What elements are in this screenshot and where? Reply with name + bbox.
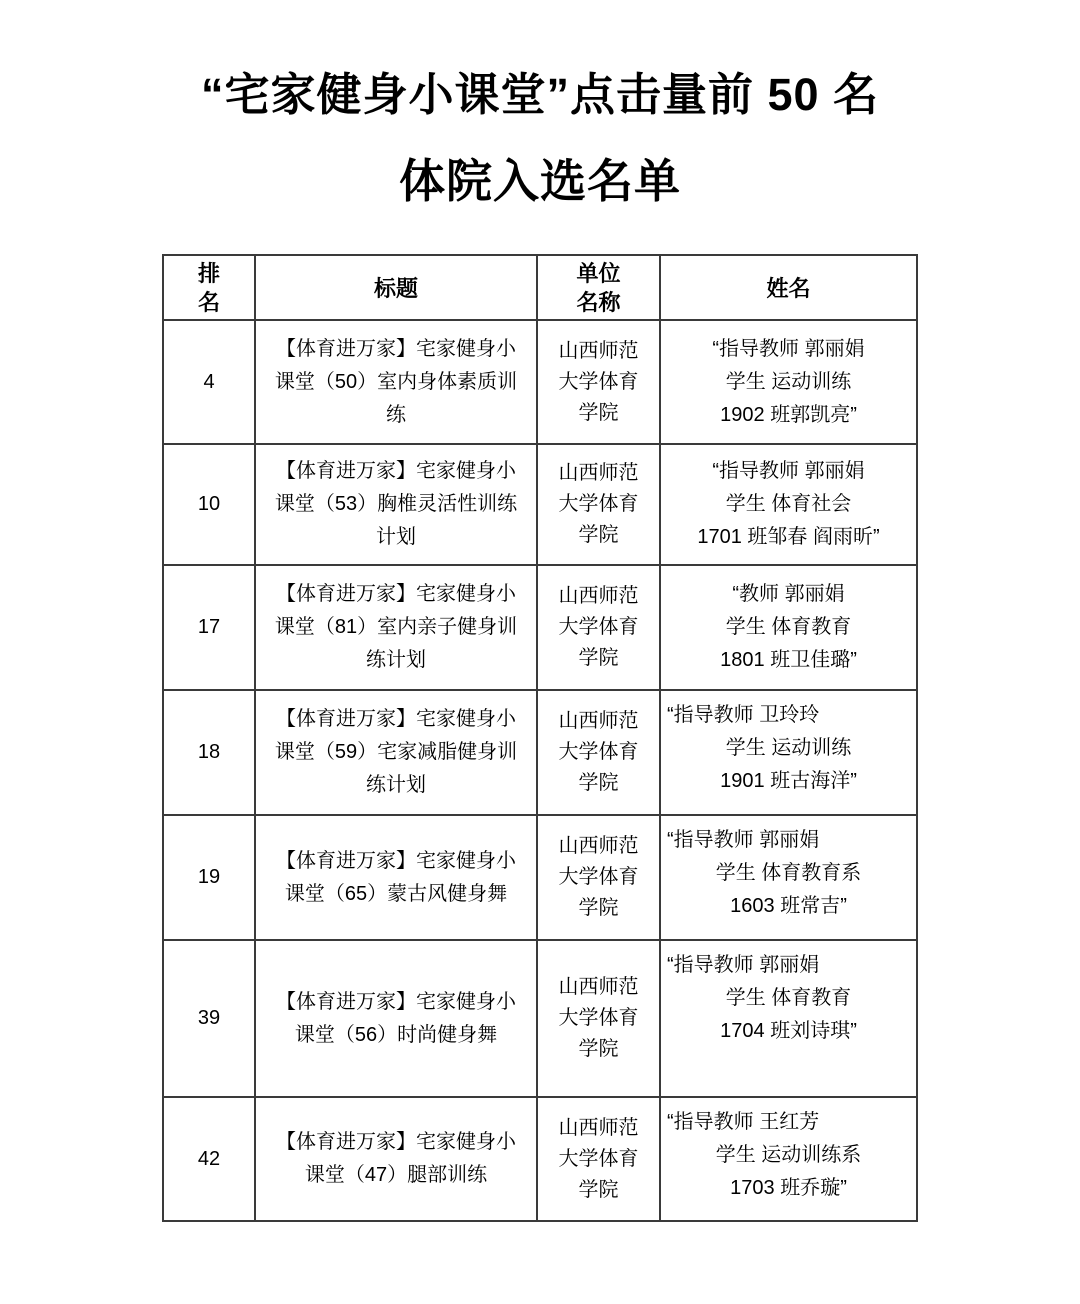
column-header-title-label: 标题 xyxy=(373,276,418,301)
name-line: 学生 体育教育 xyxy=(725,987,852,1009)
unit-cell xyxy=(537,444,660,565)
name-line: “指导教师 卫玲玲 xyxy=(667,704,820,726)
name-line: “指导教师 郭丽娟 xyxy=(712,337,865,360)
unit-text: 山西师范大学体育学院 xyxy=(558,339,639,424)
name-line: 1801 班卫佳璐” xyxy=(720,649,857,671)
unit-cell xyxy=(537,690,660,815)
table-row xyxy=(163,690,917,815)
video-title-cell xyxy=(255,565,537,690)
video-title-cell xyxy=(255,444,537,565)
unit-text: 山西师范大学体育学院 xyxy=(558,710,639,794)
ranking-table xyxy=(162,254,918,1222)
name-line: “指导教师 郭丽娟 xyxy=(667,954,820,976)
name-line: 学生 体育社会 xyxy=(725,493,852,515)
name-line: 1703 班乔璇” xyxy=(730,1177,847,1199)
name-cell xyxy=(660,1097,917,1221)
column-header-unit xyxy=(537,255,660,320)
name-line: 1902 班郭凯亮” xyxy=(720,403,857,426)
column-header-rank-label: 排名 xyxy=(197,260,220,315)
table-row xyxy=(163,565,917,690)
name-cell xyxy=(660,320,917,444)
name-line: 学生 运动训练系 xyxy=(715,1144,862,1166)
rank-cell: 18 xyxy=(163,690,255,815)
video-title-text: 【体育进万家】宅家健身小课堂（53）胸椎灵活性训练计划 xyxy=(274,460,518,548)
rank-cell: 39 xyxy=(163,940,255,1097)
video-title-cell xyxy=(255,940,537,1097)
unit-text: 山西师范大学体育学院 xyxy=(558,462,639,546)
unit-text: 山西师范大学体育学院 xyxy=(558,585,639,669)
table-row xyxy=(163,940,917,1097)
document-title-line1: “宅家健身小课堂”点击量前 50 名 xyxy=(200,69,880,120)
rank-cell: 10 xyxy=(163,444,255,565)
rank-cell: 4 xyxy=(163,320,255,444)
rank-cell: 19 xyxy=(163,815,255,940)
video-title-text: 【体育进万家】宅家健身小课堂（50）室内身体素质训练 xyxy=(274,337,518,426)
document-title xyxy=(0,0,1080,207)
rank-cell: 17 xyxy=(163,565,255,690)
unit-text: 山西师范大学体育学院 xyxy=(558,1116,639,1201)
unit-cell xyxy=(537,565,660,690)
video-title-cell xyxy=(255,815,537,940)
unit-cell xyxy=(537,815,660,940)
unit-cell xyxy=(537,320,660,444)
name-line: 1704 班刘诗琪” xyxy=(720,1020,857,1042)
name-line: 学生 运动训练 xyxy=(725,737,852,759)
name-cell xyxy=(660,444,917,565)
name-line: 1701 班邹春 阎雨昕” xyxy=(697,526,880,548)
video-title-text: 【体育进万家】宅家健身小课堂（56）时尚健身舞 xyxy=(276,990,516,1046)
unit-cell xyxy=(537,940,660,1097)
name-line: “指导教师 郭丽娟 xyxy=(712,460,865,482)
name-cell xyxy=(660,565,917,690)
name-line: “教师 郭丽娟 xyxy=(732,583,845,605)
table-header-row xyxy=(163,255,917,320)
unit-text: 山西师范大学体育学院 xyxy=(558,976,639,1060)
column-header-rank xyxy=(163,255,255,320)
video-title-text: 【体育进万家】宅家健身小课堂（65）蒙古风健身舞 xyxy=(276,849,516,905)
table-row xyxy=(163,815,917,940)
table-row xyxy=(163,320,917,444)
document-title-line2: 体院入选名单 xyxy=(399,155,681,207)
unit-cell xyxy=(537,1097,660,1221)
name-line: “指导教师 王红芳 xyxy=(667,1111,820,1133)
name-cell xyxy=(660,815,917,940)
name-line: 学生 运动训练 xyxy=(725,370,852,393)
table-row xyxy=(163,444,917,565)
video-title-text: 【体育进万家】宅家健身小课堂（47）腿部训练 xyxy=(276,1131,516,1186)
column-header-name xyxy=(660,255,917,320)
table-row xyxy=(163,1097,917,1221)
column-header-title xyxy=(255,255,537,320)
column-header-name-label: 姓名 xyxy=(766,276,811,301)
name-cell xyxy=(660,690,917,815)
video-title-cell xyxy=(255,690,537,815)
video-title-cell xyxy=(255,320,537,444)
column-header-unit-label: 单位名称 xyxy=(576,260,621,315)
name-line: 学生 体育教育 xyxy=(725,616,852,638)
video-title-text: 【体育进万家】宅家健身小课堂（81）室内亲子健身训练计划 xyxy=(274,583,518,671)
name-line: 1603 班常吉” xyxy=(730,895,847,917)
video-title-text: 【体育进万家】宅家健身小课堂（59）宅家减脂健身训练计划 xyxy=(274,708,518,796)
rank-cell: 42 xyxy=(163,1097,255,1221)
name-line: “指导教师 郭丽娟 xyxy=(667,829,820,851)
name-cell xyxy=(660,940,917,1097)
name-line: 1901 班古海洋” xyxy=(720,770,857,792)
video-title-cell xyxy=(255,1097,537,1221)
unit-text: 山西师范大学体育学院 xyxy=(558,835,639,919)
name-line: 学生 体育教育系 xyxy=(715,862,862,884)
